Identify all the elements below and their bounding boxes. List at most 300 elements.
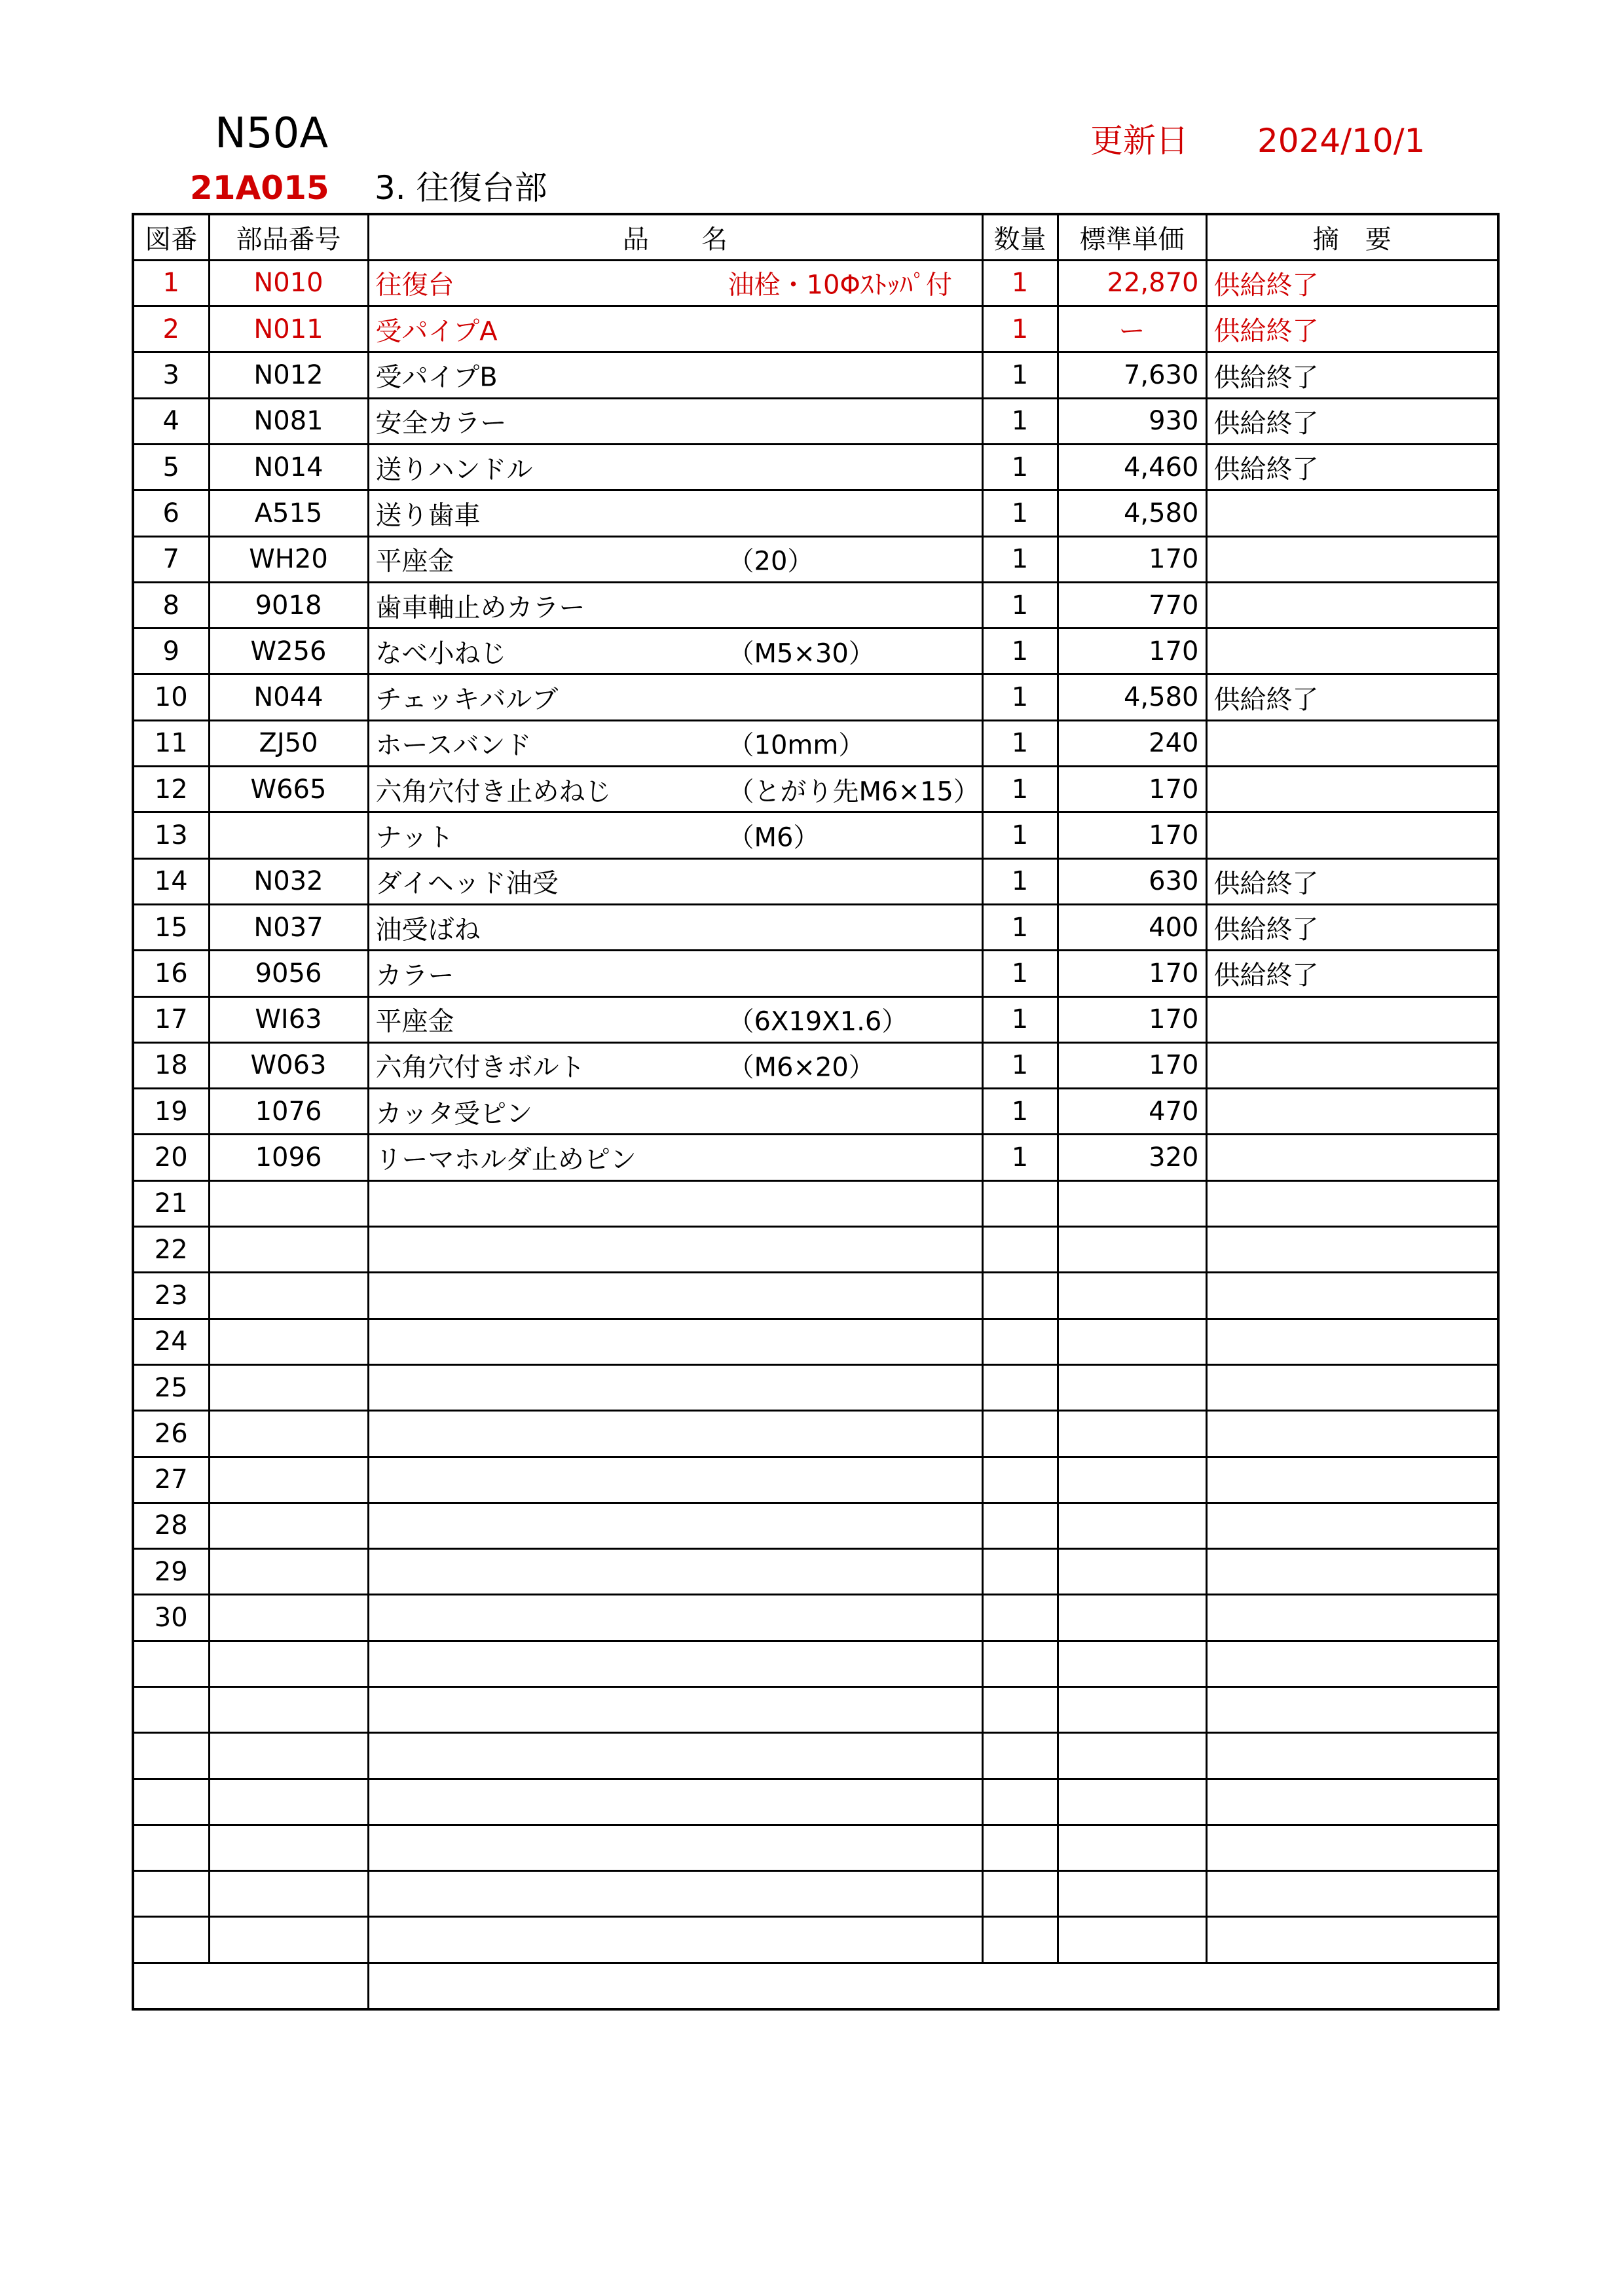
part-no-cell — [209, 1180, 368, 1226]
part-no-cell — [209, 1595, 368, 1641]
remark-cell — [1206, 1319, 1498, 1364]
part-no-cell: N081 — [209, 398, 368, 444]
part-name-cell — [368, 629, 982, 674]
table-row — [133, 490, 1498, 536]
part-name: 六角穴付きボルト — [375, 1052, 585, 1083]
part-name-cell — [368, 1917, 982, 1963]
remark-cell — [1206, 1687, 1498, 1733]
part-no-cell: 1076 — [209, 1089, 368, 1135]
part-no-cell: A515 — [209, 490, 368, 536]
remark-cell — [1206, 1135, 1498, 1180]
part-no-cell: W256 — [209, 629, 368, 674]
remark-cell: 供給終了 — [1206, 904, 1498, 950]
parts-table — [132, 213, 1500, 2011]
figure-no-cell — [133, 1733, 209, 1779]
qty-cell: 1 — [982, 1089, 1058, 1135]
remark-cell — [1206, 490, 1498, 536]
price-cell — [1058, 1457, 1206, 1503]
table-row — [133, 674, 1498, 720]
part-name-cell — [368, 1733, 982, 1779]
part-name: 送りハンドル — [375, 454, 533, 485]
qty-cell — [982, 1457, 1058, 1503]
table-row — [133, 306, 1498, 352]
qty-cell — [982, 1733, 1058, 1779]
figure-no-cell: 22 — [133, 1227, 209, 1273]
remark-cell — [1206, 629, 1498, 674]
section-title: 3. 往復台部 — [375, 169, 547, 207]
figure-no-cell: 29 — [133, 1549, 209, 1595]
remark-cell — [1206, 1779, 1498, 1825]
table-row — [133, 1135, 1498, 1180]
price-cell: 170 — [1058, 996, 1206, 1042]
part-no-cell: N044 — [209, 674, 368, 720]
qty-cell: 1 — [982, 582, 1058, 628]
table-footer-row — [133, 1963, 1498, 2009]
table-body — [133, 260, 1498, 1963]
price-cell: 630 — [1058, 858, 1206, 904]
table-row — [133, 1779, 1498, 1825]
price-cell: 240 — [1058, 720, 1206, 766]
remark-cell — [1206, 1411, 1498, 1457]
qty-cell: 1 — [982, 629, 1058, 674]
part-name-cell — [368, 1227, 982, 1273]
part-name: 往復台 — [375, 270, 454, 301]
part-name-cell — [368, 1825, 982, 1870]
table-row — [133, 260, 1498, 306]
price-cell: 170 — [1058, 1042, 1206, 1088]
part-no-cell: N032 — [209, 858, 368, 904]
qty-cell — [982, 1871, 1058, 1917]
qty-cell: 1 — [982, 1042, 1058, 1088]
figure-no-cell: 26 — [133, 1411, 209, 1457]
price-cell: 400 — [1058, 904, 1206, 950]
price-cell — [1058, 1733, 1206, 1779]
part-name: 送り歯車 — [375, 500, 481, 531]
remark-cell — [1206, 720, 1498, 766]
part-name: ホースバンド — [375, 730, 532, 761]
remark-cell: 供給終了 — [1206, 444, 1498, 490]
remark-cell — [1206, 1180, 1498, 1226]
remark-cell — [1206, 1503, 1498, 1548]
remark-cell — [1206, 1733, 1498, 1779]
table-row — [133, 1180, 1498, 1226]
figure-no-cell: 25 — [133, 1364, 209, 1410]
price-cell: 170 — [1058, 812, 1206, 858]
figure-no-cell: 13 — [133, 812, 209, 858]
part-name: 油受ばね — [375, 915, 481, 945]
price-cell — [1058, 1411, 1206, 1457]
price-cell: 320 — [1058, 1135, 1206, 1180]
part-no-cell — [209, 1227, 368, 1273]
part-name: カラー — [375, 960, 454, 991]
part-name: 歯車軸止めカラー — [375, 592, 585, 623]
table-row — [133, 629, 1498, 674]
col-header-name: 品 名 — [368, 214, 982, 260]
qty-cell — [982, 1549, 1058, 1595]
figure-no-cell: 1 — [133, 260, 209, 306]
part-name-cell — [368, 1871, 982, 1917]
price-cell — [1058, 1825, 1206, 1870]
part-name-cell — [368, 1641, 982, 1686]
figure-no-cell: 4 — [133, 398, 209, 444]
qty-cell: 1 — [982, 812, 1058, 858]
qty-cell — [982, 1364, 1058, 1410]
table-row — [133, 1549, 1498, 1595]
footer-left-cell — [133, 1963, 368, 2009]
part-spec: （M5×30） — [728, 638, 875, 669]
part-name-cell — [368, 1779, 982, 1825]
part-name-cell — [368, 1180, 982, 1226]
part-no-cell: WI63 — [209, 996, 368, 1042]
part-spec: （とがり先M6×15） — [728, 776, 980, 807]
price-cell — [1058, 1273, 1206, 1319]
part-name-cell — [368, 1089, 982, 1135]
table-row — [133, 444, 1498, 490]
part-name-cell — [368, 260, 982, 306]
part-name-cell — [368, 1364, 982, 1410]
figure-no-cell: 27 — [133, 1457, 209, 1503]
col-header-figure-no: 図番 — [133, 214, 209, 260]
table-row — [133, 1503, 1498, 1548]
part-name: リーマホルダ止めピン — [375, 1144, 637, 1175]
price-cell — [1058, 1595, 1206, 1641]
table-row — [133, 1595, 1498, 1641]
col-header-part-no: 部品番号 — [209, 214, 368, 260]
table-row — [133, 1917, 1498, 1963]
part-name: チェッキバルブ — [375, 684, 559, 715]
table-row — [133, 904, 1498, 950]
table-row — [133, 1042, 1498, 1088]
remark-cell — [1206, 996, 1498, 1042]
part-name-cell — [368, 1319, 982, 1364]
part-name-cell — [368, 996, 982, 1042]
remark-cell — [1206, 1641, 1498, 1686]
table-row — [133, 996, 1498, 1042]
figure-no-cell: 20 — [133, 1135, 209, 1180]
remark-cell — [1206, 812, 1498, 858]
part-code: 21A015 — [190, 169, 329, 207]
table-row — [133, 1273, 1498, 1319]
updated-label: 更新日 — [1090, 122, 1189, 160]
price-cell — [1058, 1917, 1206, 1963]
price-cell: 22,870 — [1058, 260, 1206, 306]
table-row — [133, 720, 1498, 766]
remark-cell — [1206, 1549, 1498, 1595]
part-no-cell: W063 — [209, 1042, 368, 1088]
part-name-cell — [368, 1135, 982, 1180]
figure-no-cell: 30 — [133, 1595, 209, 1641]
qty-cell: 1 — [982, 398, 1058, 444]
figure-no-cell: 19 — [133, 1089, 209, 1135]
remark-cell — [1206, 767, 1498, 812]
remark-cell: 供給終了 — [1206, 306, 1498, 352]
remark-cell — [1206, 1457, 1498, 1503]
part-no-cell — [209, 1273, 368, 1319]
qty-cell — [982, 1641, 1058, 1686]
qty-cell: 1 — [982, 674, 1058, 720]
part-name-cell — [368, 1042, 982, 1088]
qty-cell: 1 — [982, 904, 1058, 950]
part-no-cell: 1096 — [209, 1135, 368, 1180]
figure-no-cell: 2 — [133, 306, 209, 352]
part-no-cell — [209, 1687, 368, 1733]
part-spec: 油栓・10Φｽﾄｯﾊﾟ付 — [728, 270, 952, 301]
part-name: ナット — [375, 822, 454, 853]
part-no-cell — [209, 1825, 368, 1870]
figure-no-cell — [133, 1641, 209, 1686]
qty-cell — [982, 1227, 1058, 1273]
qty-cell — [982, 1319, 1058, 1364]
part-no-cell: 9018 — [209, 582, 368, 628]
remark-cell — [1206, 1227, 1498, 1273]
price-cell: 930 — [1058, 398, 1206, 444]
part-no-cell — [209, 1319, 368, 1364]
part-name-cell — [368, 674, 982, 720]
remark-cell — [1206, 1364, 1498, 1410]
table-row — [133, 1641, 1498, 1686]
qty-cell — [982, 1273, 1058, 1319]
table-row — [133, 1411, 1498, 1457]
price-cell: 4,460 — [1058, 444, 1206, 490]
figure-no-cell — [133, 1871, 209, 1917]
remark-cell: 供給終了 — [1206, 951, 1498, 996]
remark-cell: 供給終了 — [1206, 674, 1498, 720]
part-no-cell — [209, 1549, 368, 1595]
part-no-cell: N010 — [209, 260, 368, 306]
price-cell: 470 — [1058, 1089, 1206, 1135]
qty-cell: 1 — [982, 260, 1058, 306]
table-row — [133, 582, 1498, 628]
figure-no-cell — [133, 1825, 209, 1870]
figure-no-cell: 24 — [133, 1319, 209, 1364]
part-spec: （20） — [728, 546, 814, 577]
price-cell — [1058, 1180, 1206, 1226]
model-name: N50A — [215, 109, 329, 158]
part-name: なべ小ねじ — [375, 638, 507, 669]
remark-cell: 供給終了 — [1206, 858, 1498, 904]
price-cell: 170 — [1058, 536, 1206, 582]
figure-no-cell: 14 — [133, 858, 209, 904]
table-row — [133, 951, 1498, 996]
part-name: 安全カラー — [375, 408, 507, 439]
figure-no-cell: 15 — [133, 904, 209, 950]
table-row — [133, 1825, 1498, 1870]
remark-cell — [1206, 1595, 1498, 1641]
part-name-cell — [368, 858, 982, 904]
figure-no-cell — [133, 1687, 209, 1733]
part-name-cell — [368, 444, 982, 490]
part-no-cell: N012 — [209, 352, 368, 398]
remark-cell — [1206, 1825, 1498, 1870]
qty-cell: 1 — [982, 490, 1058, 536]
part-name-cell — [368, 398, 982, 444]
table-row — [133, 1319, 1498, 1364]
part-name-cell — [368, 582, 982, 628]
figure-no-cell: 10 — [133, 674, 209, 720]
figure-no-cell: 8 — [133, 582, 209, 628]
part-name-cell — [368, 536, 982, 582]
figure-no-cell: 11 — [133, 720, 209, 766]
table-row — [133, 812, 1498, 858]
part-no-cell: W665 — [209, 767, 368, 812]
part-name-cell — [368, 1595, 982, 1641]
table-row — [133, 1687, 1498, 1733]
part-no-cell: N037 — [209, 904, 368, 950]
footer-right-cell — [368, 1963, 1498, 2009]
table-row — [133, 1457, 1498, 1503]
part-no-cell: ZJ50 — [209, 720, 368, 766]
remark-cell — [1206, 1042, 1498, 1088]
part-name: カッタ受ピン — [375, 1099, 533, 1129]
remark-cell — [1206, 1871, 1498, 1917]
remark-cell — [1206, 1273, 1498, 1319]
price-cell — [1058, 1687, 1206, 1733]
qty-cell: 1 — [982, 352, 1058, 398]
part-name: 平座金 — [375, 1006, 454, 1037]
price-cell — [1058, 1779, 1206, 1825]
part-name-cell — [368, 1503, 982, 1548]
part-no-cell — [209, 1917, 368, 1963]
remark-cell: 供給終了 — [1206, 260, 1498, 306]
qty-cell — [982, 1825, 1058, 1870]
part-name-cell — [368, 306, 982, 352]
remark-cell — [1206, 536, 1498, 582]
remark-cell — [1206, 582, 1498, 628]
price-cell: 170 — [1058, 951, 1206, 996]
price-cell — [1058, 1364, 1206, 1410]
qty-cell: 1 — [982, 720, 1058, 766]
part-name: 平座金 — [375, 546, 454, 577]
qty-cell — [982, 1503, 1058, 1548]
table-row — [133, 1364, 1498, 1410]
price-cell: ー — [1058, 306, 1206, 352]
part-no-cell: N014 — [209, 444, 368, 490]
figure-no-cell: 7 — [133, 536, 209, 582]
figure-no-cell: 28 — [133, 1503, 209, 1548]
figure-no-cell: 21 — [133, 1180, 209, 1226]
price-cell — [1058, 1549, 1206, 1595]
qty-cell: 1 — [982, 536, 1058, 582]
part-spec: （M6） — [728, 822, 820, 853]
part-name-cell — [368, 720, 982, 766]
figure-no-cell — [133, 1917, 209, 1963]
part-no-cell — [209, 812, 368, 858]
col-header-price: 標準単価 — [1058, 214, 1206, 260]
figure-no-cell: 17 — [133, 996, 209, 1042]
part-name: ダイヘッド油受 — [375, 868, 559, 899]
part-spec: （10mm） — [728, 730, 865, 761]
part-name-cell — [368, 904, 982, 950]
part-no-cell — [209, 1641, 368, 1686]
table-row — [133, 352, 1498, 398]
part-spec: （6X19X1.6） — [728, 1006, 908, 1037]
part-name: 六角穴付き止めねじ — [375, 776, 612, 807]
price-cell: 170 — [1058, 629, 1206, 674]
figure-no-cell: 23 — [133, 1273, 209, 1319]
price-cell — [1058, 1319, 1206, 1364]
part-no-cell — [209, 1503, 368, 1548]
part-no-cell — [209, 1733, 368, 1779]
qty-cell — [982, 1687, 1058, 1733]
qty-cell: 1 — [982, 1135, 1058, 1180]
part-name-cell — [368, 1549, 982, 1595]
part-name-cell — [368, 1687, 982, 1733]
table-header-row — [133, 214, 1498, 260]
part-name: 受パイプB — [375, 362, 498, 393]
col-header-remark: 摘 要 — [1206, 214, 1498, 260]
qty-cell: 1 — [982, 951, 1058, 996]
figure-no-cell: 6 — [133, 490, 209, 536]
qty-cell — [982, 1180, 1058, 1226]
qty-cell — [982, 1917, 1058, 1963]
part-name-cell — [368, 1411, 982, 1457]
part-name: 受パイプA — [375, 316, 498, 347]
remark-cell — [1206, 1089, 1498, 1135]
part-no-cell: N011 — [209, 306, 368, 352]
qty-cell: 1 — [982, 444, 1058, 490]
qty-cell — [982, 1411, 1058, 1457]
part-name-cell — [368, 951, 982, 996]
qty-cell: 1 — [982, 306, 1058, 352]
part-name-cell — [368, 352, 982, 398]
price-cell: 170 — [1058, 767, 1206, 812]
part-no-cell — [209, 1871, 368, 1917]
figure-no-cell: 3 — [133, 352, 209, 398]
table-row — [133, 398, 1498, 444]
col-header-qty: 数量 — [982, 214, 1058, 260]
remark-cell — [1206, 1917, 1498, 1963]
price-cell: 770 — [1058, 582, 1206, 628]
price-cell — [1058, 1503, 1206, 1548]
part-no-cell — [209, 1457, 368, 1503]
price-cell — [1058, 1871, 1206, 1917]
figure-no-cell: 18 — [133, 1042, 209, 1088]
part-name-cell — [368, 1457, 982, 1503]
updated-date: 2024/10/1 — [1257, 122, 1426, 160]
price-cell: 7,630 — [1058, 352, 1206, 398]
part-name-cell — [368, 767, 982, 812]
part-no-cell — [209, 1364, 368, 1410]
figure-no-cell: 12 — [133, 767, 209, 812]
part-no-cell: 9056 — [209, 951, 368, 996]
part-name-cell — [368, 490, 982, 536]
figure-no-cell: 5 — [133, 444, 209, 490]
remark-cell: 供給終了 — [1206, 352, 1498, 398]
figure-no-cell — [133, 1779, 209, 1825]
qty-cell: 1 — [982, 767, 1058, 812]
figure-no-cell: 9 — [133, 629, 209, 674]
price-cell — [1058, 1641, 1206, 1686]
part-spec: （M6×20） — [728, 1052, 875, 1083]
table-row — [133, 767, 1498, 812]
price-cell: 4,580 — [1058, 674, 1206, 720]
price-cell: 4,580 — [1058, 490, 1206, 536]
part-no-cell: WH20 — [209, 536, 368, 582]
table-row — [133, 536, 1498, 582]
remark-cell: 供給終了 — [1206, 398, 1498, 444]
table-row — [133, 1227, 1498, 1273]
table-row — [133, 1733, 1498, 1779]
table-row — [133, 858, 1498, 904]
qty-cell: 1 — [982, 858, 1058, 904]
qty-cell: 1 — [982, 996, 1058, 1042]
price-cell — [1058, 1227, 1206, 1273]
table-row — [133, 1871, 1498, 1917]
part-name-cell — [368, 1273, 982, 1319]
qty-cell — [982, 1595, 1058, 1641]
part-name-cell — [368, 812, 982, 858]
qty-cell — [982, 1779, 1058, 1825]
